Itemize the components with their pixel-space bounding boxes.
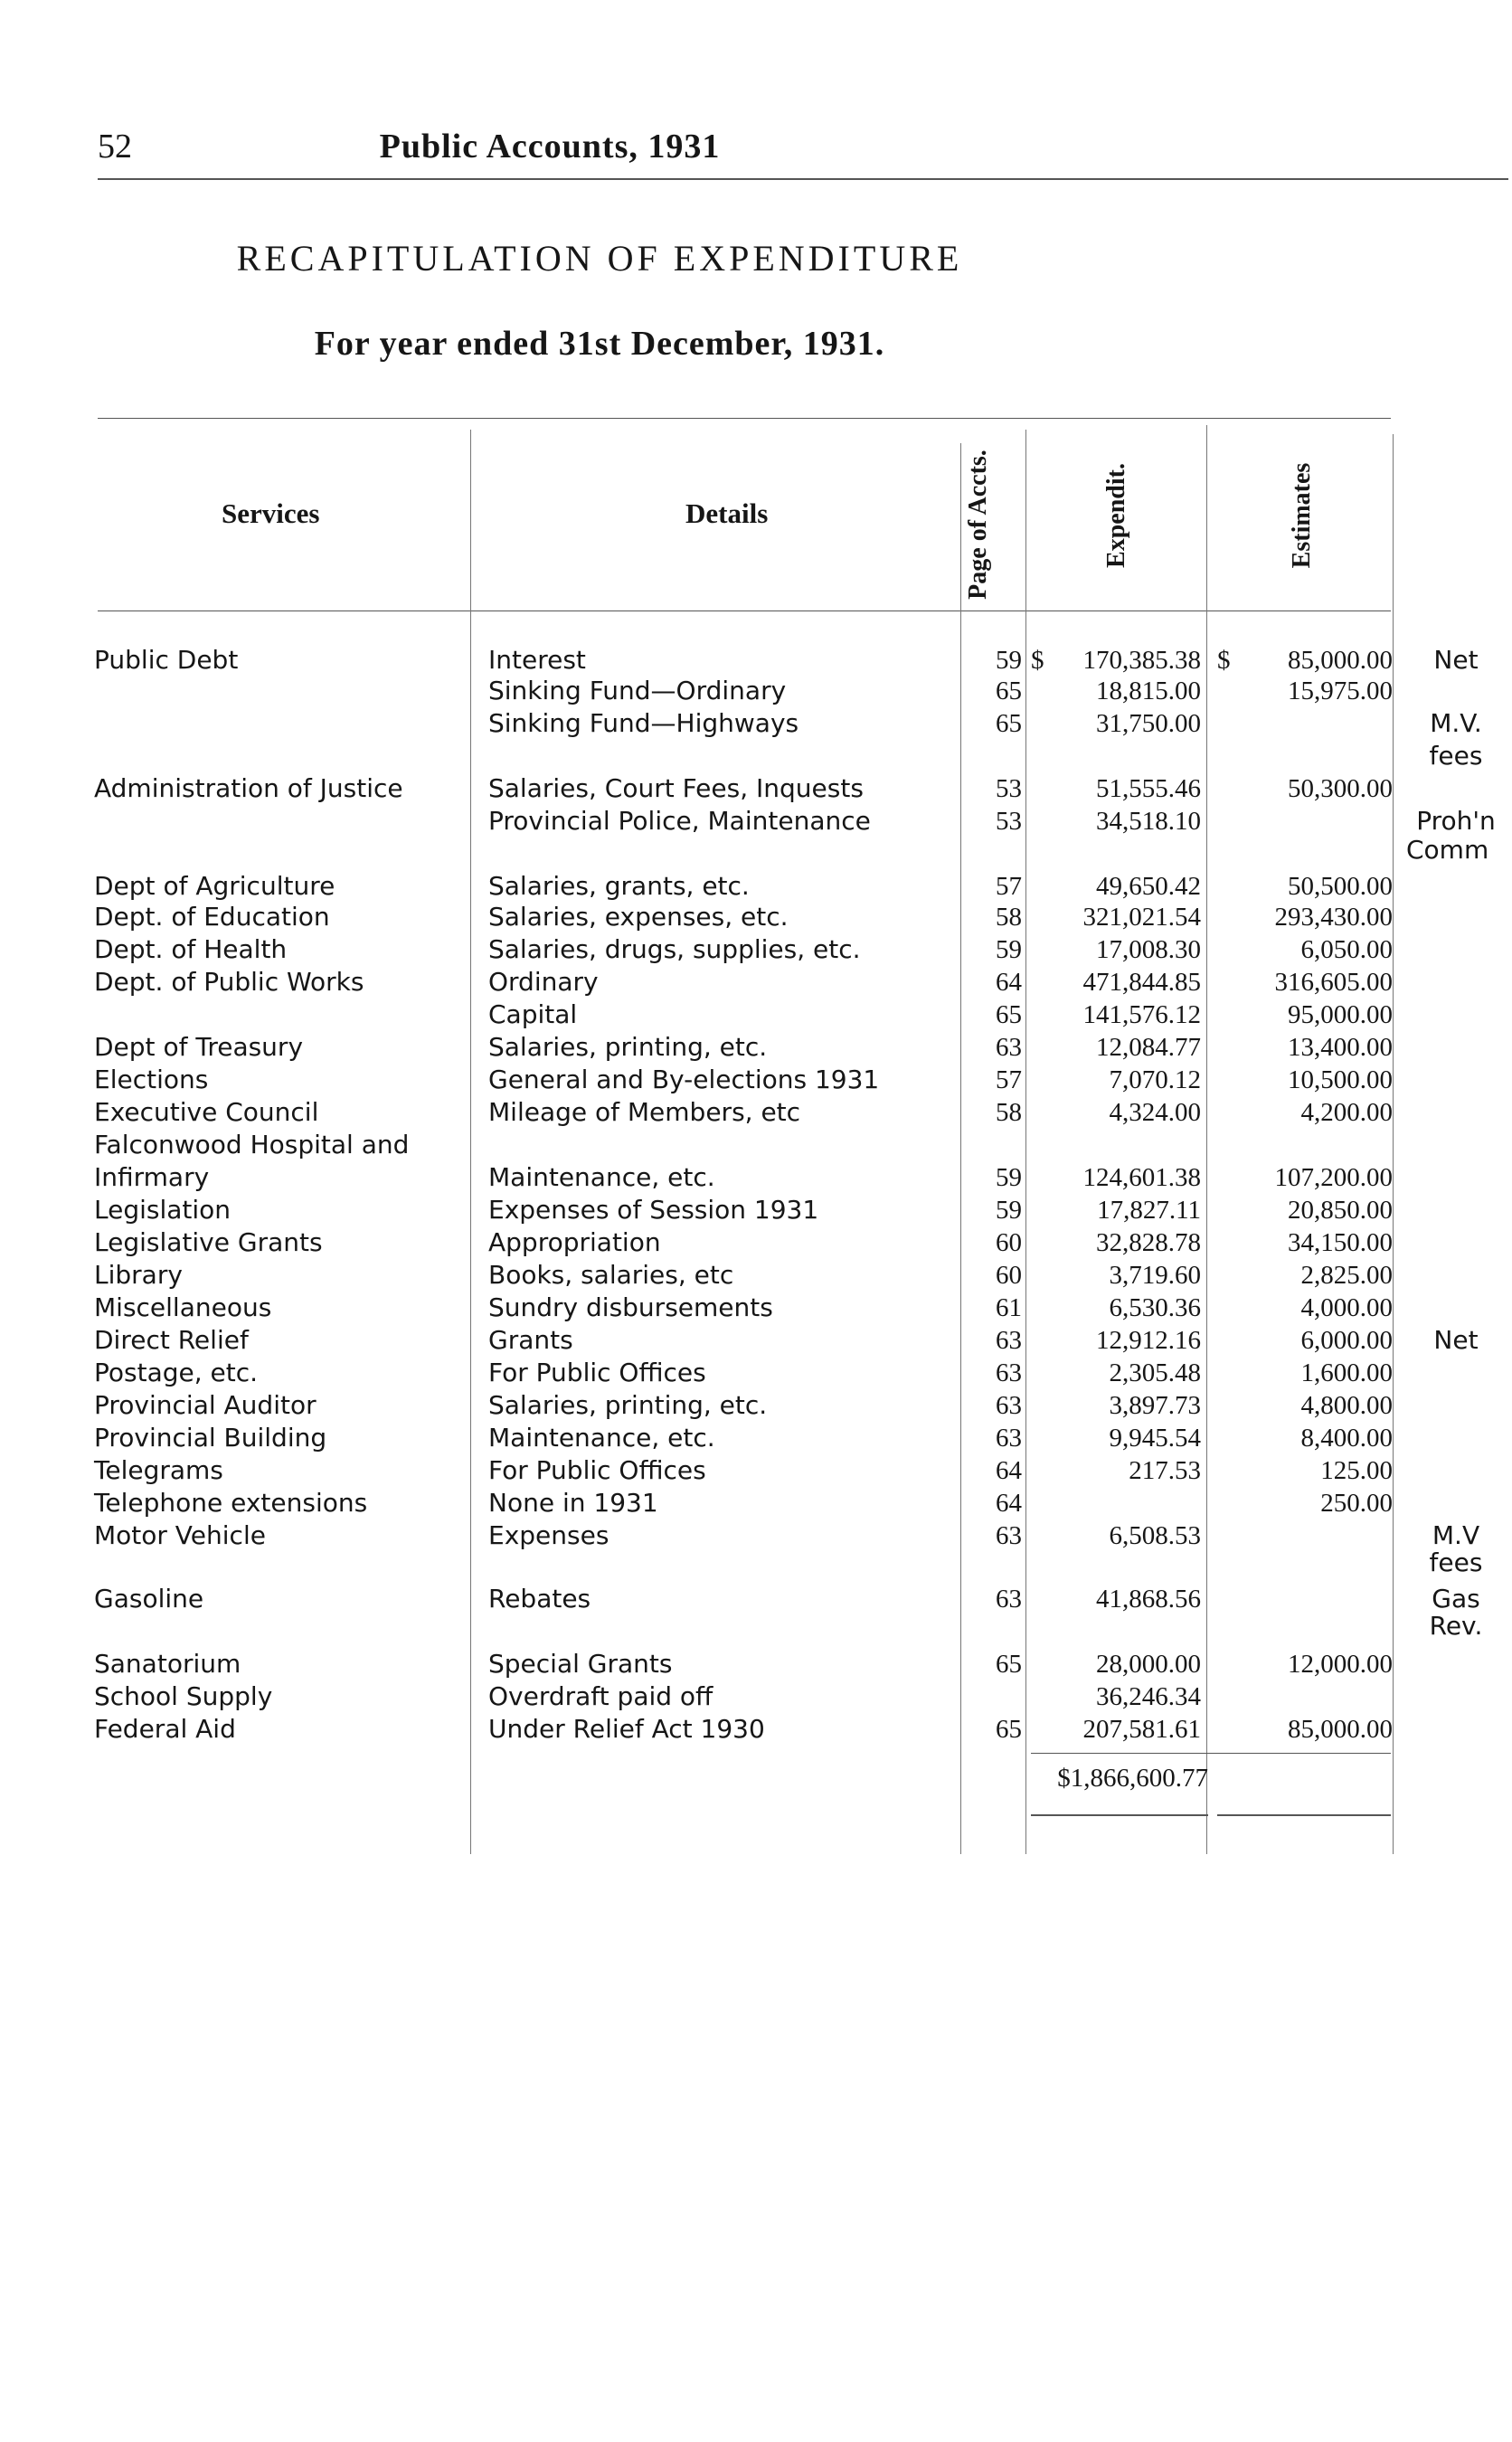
table-row bbox=[0, 1292, 1512, 1324]
note-fees-2: fees bbox=[1429, 1548, 1483, 1577]
details-cell: Salaries, printing, etc. bbox=[488, 1390, 768, 1420]
expenditure-cell: 141,576.12 bbox=[1082, 1000, 1201, 1029]
service-cell: Provincial Building bbox=[94, 1423, 327, 1453]
expenditure-cell: 34,518.10 bbox=[1096, 807, 1201, 836]
service-cell: Miscellaneous bbox=[94, 1292, 272, 1322]
expenditure-cell: 12,084.77 bbox=[1096, 1033, 1201, 1062]
details-cell: Salaries, Court Fees, Inquests bbox=[488, 773, 864, 803]
table-row bbox=[0, 1680, 1512, 1713]
estimate-cell: 95,000.00 bbox=[1288, 1000, 1393, 1029]
table-row bbox=[0, 901, 1512, 933]
service-cell: Executive Council bbox=[94, 1097, 319, 1127]
service-cell: Sanatorium bbox=[94, 1649, 241, 1679]
service-cell: Dept. of Health bbox=[94, 934, 288, 964]
table-row bbox=[0, 1713, 1512, 1746]
expenditure-cell: 18,815.00 bbox=[1096, 677, 1201, 705]
table-row bbox=[0, 1064, 1512, 1096]
page-cell: 60 bbox=[996, 1261, 1022, 1290]
details-cell: Rebates bbox=[488, 1584, 591, 1614]
table-row bbox=[0, 966, 1512, 999]
page-cell: 57 bbox=[996, 872, 1022, 901]
table-row bbox=[0, 870, 1512, 903]
page-cell: 58 bbox=[996, 903, 1022, 932]
note-comm: Comm bbox=[1406, 835, 1489, 865]
details-cell: Special Grants bbox=[488, 1649, 673, 1679]
estimate-cell: 2,825.00 bbox=[1300, 1261, 1393, 1290]
service-cell: Dept of Agriculture bbox=[94, 871, 335, 901]
note-cell: Net bbox=[1433, 645, 1479, 675]
table-row bbox=[0, 1194, 1512, 1226]
expenditure-cell: 31,750.00 bbox=[1096, 709, 1201, 738]
details-cell: For Public Offices bbox=[488, 1358, 706, 1387]
table-row bbox=[0, 707, 1512, 740]
page-subtitle: For year ended 31st December, 1931. bbox=[314, 325, 885, 363]
details-cell: None in 1931 bbox=[488, 1488, 658, 1518]
service-cell: Library bbox=[94, 1260, 183, 1290]
note-cell: Proh'n bbox=[1416, 806, 1496, 836]
page-cell: 63 bbox=[996, 1424, 1022, 1453]
expenditure-cell: 49,650.42 bbox=[1096, 872, 1201, 901]
expenditure-cell: 32,828.78 bbox=[1096, 1228, 1201, 1257]
page-title: RECAPITULATION OF EXPENDITURE bbox=[236, 238, 963, 279]
head-rule bbox=[98, 178, 1508, 180]
service-cell: Legislative Grants bbox=[94, 1227, 323, 1257]
expenditure-cell: 41,868.56 bbox=[1096, 1585, 1201, 1614]
estimate-cell: 293,430.00 bbox=[1274, 903, 1393, 932]
note-fees-1: fees bbox=[1429, 741, 1483, 771]
service-cell: Public Debt bbox=[94, 645, 239, 675]
expenditure-cell: 3,719.60 bbox=[1109, 1261, 1201, 1290]
service-cell: Infirmary bbox=[94, 1162, 210, 1192]
note-rev: Rev. bbox=[1429, 1611, 1483, 1641]
header-page-of-accts: Page of Accts. bbox=[964, 450, 992, 600]
header-services: Services bbox=[222, 497, 320, 529]
expenditure-cell: 36,246.34 bbox=[1096, 1682, 1201, 1711]
service-cell: Telegrams bbox=[94, 1455, 223, 1485]
estimate-cell: 50,300.00 bbox=[1288, 774, 1393, 803]
estimate-cell: 8,400.00 bbox=[1300, 1424, 1393, 1453]
table-row bbox=[0, 1519, 1512, 1552]
table-row bbox=[0, 1583, 1512, 1615]
estimate-cell: 4,800.00 bbox=[1300, 1391, 1393, 1420]
table-row bbox=[0, 1422, 1512, 1454]
estimate-cell: 12,000.00 bbox=[1288, 1650, 1393, 1679]
service-cell: Dept. of Public Works bbox=[94, 967, 364, 997]
expenditure-cell: 170,385.38 bbox=[1082, 646, 1201, 675]
details-cell: Salaries, drugs, supplies, etc. bbox=[488, 934, 861, 964]
estimate-cell: 4,200.00 bbox=[1300, 1098, 1393, 1127]
details-cell: Salaries, grants, etc. bbox=[488, 871, 750, 901]
table-row bbox=[0, 1487, 1512, 1519]
page-cell: 64 bbox=[996, 1489, 1022, 1518]
table-row bbox=[0, 644, 1512, 677]
running-title: Public Accounts, 1931 bbox=[379, 128, 721, 166]
page-cell: 65 bbox=[996, 1000, 1022, 1029]
table-row bbox=[0, 772, 1512, 805]
details-cell: Interest bbox=[488, 645, 586, 675]
totals-underline-estimates bbox=[1217, 1814, 1391, 1816]
page-cell: 58 bbox=[996, 1098, 1022, 1127]
table-row bbox=[0, 675, 1512, 707]
table-top-rule bbox=[98, 418, 1391, 419]
service-cell: Postage, etc. bbox=[94, 1358, 259, 1387]
estimate-cell: 316,605.00 bbox=[1274, 968, 1393, 997]
service-cell: Dept of Treasury bbox=[94, 1032, 304, 1062]
details-cell: Sinking Fund—Ordinary bbox=[488, 676, 787, 705]
page-cell: 65 bbox=[996, 709, 1022, 738]
note-cell: M.V bbox=[1432, 1520, 1480, 1550]
page-cell: 63 bbox=[996, 1585, 1022, 1614]
table-row bbox=[0, 933, 1512, 966]
note-cell: Gas bbox=[1432, 1584, 1480, 1614]
table-row bbox=[0, 1161, 1512, 1194]
details-cell: Capital bbox=[488, 999, 578, 1029]
details-cell: Mileage of Members, etc bbox=[488, 1097, 801, 1127]
header-details: Details bbox=[685, 497, 769, 529]
expenditure-cell: 12,912.16 bbox=[1096, 1326, 1201, 1355]
expenditure-cell: 3,897.73 bbox=[1109, 1391, 1201, 1420]
expenditure-cell: 17,008.30 bbox=[1096, 935, 1201, 964]
estimate-cell: 20,850.00 bbox=[1288, 1196, 1393, 1225]
table-row bbox=[0, 805, 1512, 838]
details-cell: Maintenance, etc. bbox=[488, 1423, 715, 1453]
details-cell: Overdraft paid off bbox=[488, 1681, 713, 1711]
details-cell: Under Relief Act 1930 bbox=[488, 1714, 765, 1744]
expenditure-cell: 6,530.36 bbox=[1109, 1293, 1201, 1322]
header-bottom-rule bbox=[98, 610, 1391, 611]
service-cell: School Supply bbox=[94, 1681, 273, 1711]
service-cell: Administration of Justice bbox=[94, 773, 403, 803]
service-cell: Legislation bbox=[94, 1195, 232, 1225]
page-cell: 57 bbox=[996, 1065, 1022, 1094]
details-cell: Maintenance, etc. bbox=[488, 1162, 715, 1192]
details-cell: General and By-elections 1931 bbox=[488, 1065, 880, 1094]
details-cell: Salaries, printing, etc. bbox=[488, 1032, 768, 1062]
total-expenditure: $1,866,600.77 bbox=[1057, 1764, 1208, 1793]
estimate-cell: 107,200.00 bbox=[1274, 1163, 1393, 1192]
page-cell: 59 bbox=[996, 646, 1022, 675]
service-cell: Falconwood Hospital and bbox=[94, 1130, 410, 1159]
table-row bbox=[0, 1357, 1512, 1389]
page-cell: 53 bbox=[996, 807, 1022, 836]
totals-underline-expenditure bbox=[1031, 1814, 1208, 1816]
details-cell: Ordinary bbox=[488, 967, 599, 997]
page-cell: 64 bbox=[996, 1456, 1022, 1485]
details-cell: Grants bbox=[488, 1325, 573, 1355]
page-cell: 64 bbox=[996, 968, 1022, 997]
page-cell: 59 bbox=[996, 1163, 1022, 1192]
page-cell: 63 bbox=[996, 1326, 1022, 1355]
estimate-cell: 250.00 bbox=[1320, 1489, 1393, 1518]
service-cell: Telephone extensions bbox=[94, 1488, 368, 1518]
service-cell: Direct Relief bbox=[94, 1325, 249, 1355]
page-cell: 65 bbox=[996, 1650, 1022, 1679]
table-row bbox=[0, 1324, 1512, 1357]
header-expenditure: Expendit. bbox=[1102, 463, 1130, 568]
table-row bbox=[0, 1454, 1512, 1487]
estimate-cell: 85,000.00 bbox=[1288, 1715, 1393, 1744]
estimate-cell: 4,000.00 bbox=[1300, 1293, 1393, 1322]
expenditure-cell: 321,021.54 bbox=[1082, 903, 1201, 932]
note-cell: M.V. bbox=[1430, 708, 1482, 738]
page-cell: 63 bbox=[996, 1033, 1022, 1062]
estimate-cell: 15,975.00 bbox=[1288, 677, 1393, 705]
page-cell: 59 bbox=[996, 935, 1022, 964]
expenditure-cell: 217.53 bbox=[1129, 1456, 1201, 1485]
table-row bbox=[0, 1259, 1512, 1292]
page-cell: 60 bbox=[996, 1228, 1022, 1257]
page-cell: 65 bbox=[996, 677, 1022, 705]
dollar-sign-expenditure: $ bbox=[1031, 646, 1044, 675]
service-cell: Elections bbox=[94, 1065, 209, 1094]
expenditure-cell: 9,945.54 bbox=[1109, 1424, 1201, 1453]
page-cell: 63 bbox=[996, 1521, 1022, 1550]
details-cell: Expenses bbox=[488, 1520, 610, 1550]
page-cell: 61 bbox=[996, 1293, 1022, 1322]
estimate-cell: 1,600.00 bbox=[1300, 1358, 1393, 1387]
note-cell: Net bbox=[1433, 1325, 1479, 1355]
estimate-cell: 13,400.00 bbox=[1288, 1033, 1393, 1062]
expenditure-cell: 471,844.85 bbox=[1082, 968, 1201, 997]
details-cell: Appropriation bbox=[488, 1227, 661, 1257]
estimate-cell: 125.00 bbox=[1320, 1456, 1393, 1485]
expenditure-cell: 51,555.46 bbox=[1096, 774, 1201, 803]
table-row bbox=[0, 1226, 1512, 1259]
page-cell: 63 bbox=[996, 1391, 1022, 1420]
estimate-cell: 6,000.00 bbox=[1300, 1326, 1393, 1355]
dollar-sign-estimate: $ bbox=[1217, 646, 1231, 675]
page-number: 52 bbox=[98, 128, 132, 166]
estimate-cell: 10,500.00 bbox=[1288, 1065, 1393, 1094]
service-cell: Dept. of Education bbox=[94, 902, 330, 932]
page-cell: 53 bbox=[996, 774, 1022, 803]
table-row bbox=[0, 1031, 1512, 1064]
details-cell: Expenses of Session 1931 bbox=[488, 1195, 819, 1225]
running-head bbox=[98, 127, 1436, 172]
table-row bbox=[0, 999, 1512, 1031]
expenditure-cell: 124,601.38 bbox=[1082, 1163, 1201, 1192]
service-cell: Motor Vehicle bbox=[94, 1520, 266, 1550]
expenditure-cell: 28,000.00 bbox=[1096, 1650, 1201, 1679]
expenditure-cell: 6,508.53 bbox=[1109, 1521, 1201, 1550]
service-cell: Federal Aid bbox=[94, 1714, 236, 1744]
table-row bbox=[0, 1129, 1512, 1161]
table-row bbox=[0, 1096, 1512, 1129]
total-estimates bbox=[1214, 1764, 1393, 1800]
estimate-cell: 6,050.00 bbox=[1300, 935, 1393, 964]
expenditure-cell: 7,070.12 bbox=[1109, 1065, 1201, 1094]
estimate-cell: 85,000.00 bbox=[1288, 646, 1393, 675]
totals-top-rule bbox=[1031, 1753, 1391, 1754]
estimate-cell: 50,500.00 bbox=[1288, 872, 1393, 901]
header-estimates: Estimates bbox=[1288, 462, 1316, 569]
service-cell: Provincial Auditor bbox=[94, 1390, 317, 1420]
details-cell: Sundry disbursements bbox=[488, 1292, 773, 1322]
table-row bbox=[0, 1389, 1512, 1422]
details-cell: For Public Offices bbox=[488, 1455, 706, 1485]
page-cell: 63 bbox=[996, 1358, 1022, 1387]
expenditure-cell: 207,581.61 bbox=[1082, 1715, 1201, 1744]
table-row bbox=[0, 1648, 1512, 1680]
page-cell: 59 bbox=[996, 1196, 1022, 1225]
expenditure-cell: 4,324.00 bbox=[1109, 1098, 1201, 1127]
details-cell: Provincial Police, Maintenance bbox=[488, 806, 871, 836]
estimate-cell: 34,150.00 bbox=[1288, 1228, 1393, 1257]
details-cell: Sinking Fund—Highways bbox=[488, 708, 799, 738]
details-cell: Books, salaries, etc bbox=[488, 1260, 734, 1290]
expenditure-cell: 17,827.11 bbox=[1097, 1196, 1201, 1225]
expenditure-cell: 2,305.48 bbox=[1109, 1358, 1201, 1387]
service-cell: Gasoline bbox=[94, 1584, 204, 1614]
details-cell: Salaries, expenses, etc. bbox=[488, 902, 789, 932]
page-cell: 65 bbox=[996, 1715, 1022, 1744]
